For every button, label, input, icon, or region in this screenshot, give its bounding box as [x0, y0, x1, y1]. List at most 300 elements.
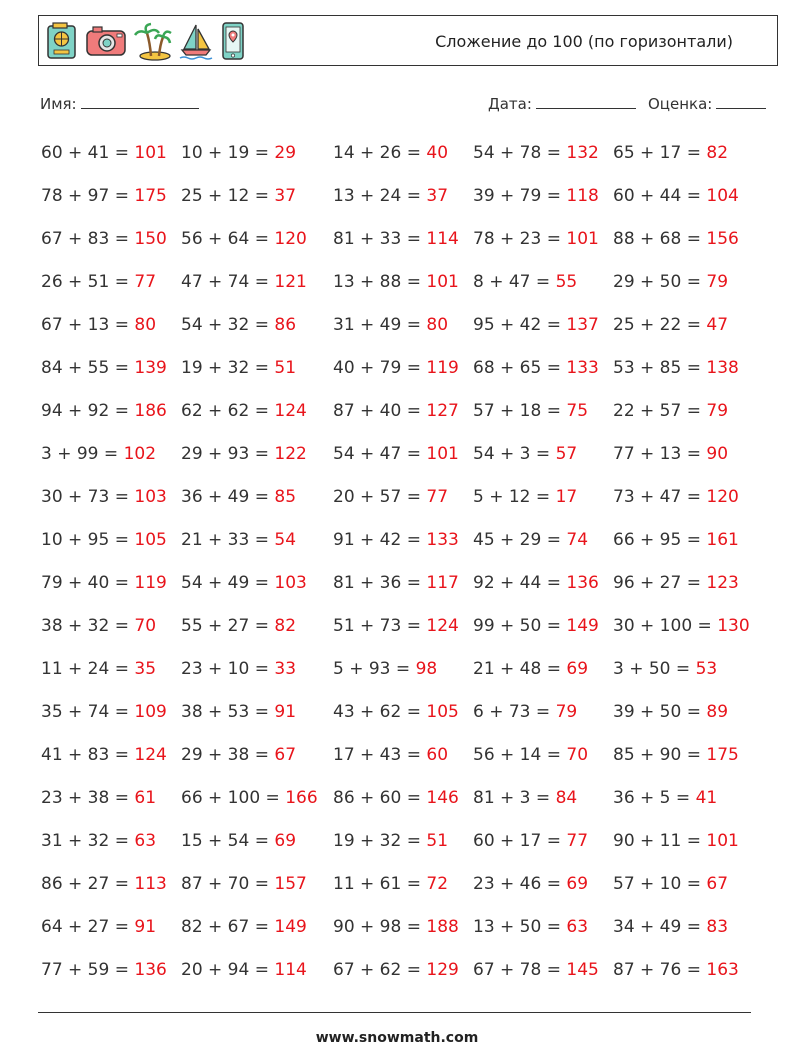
- problem-expression: 13 + 50 =: [473, 917, 567, 937]
- problem-answer: 63: [134, 831, 157, 851]
- problem-answer: 119: [426, 358, 459, 378]
- problem-answer: 80: [134, 315, 157, 335]
- problem-answer: 136: [134, 960, 167, 980]
- problem-item: [181, 960, 307, 980]
- problem-item: [473, 444, 577, 464]
- problem-expression: 67 + 83 =: [41, 229, 135, 249]
- problem-item: [41, 487, 167, 507]
- score-line[interactable]: [716, 94, 766, 109]
- problem-item: [333, 616, 459, 636]
- problem-item: [473, 659, 588, 679]
- problem-expression: 95 + 42 =: [473, 315, 567, 335]
- problem-item: [613, 530, 739, 550]
- problem-item: [41, 272, 156, 292]
- problem-item: [41, 659, 156, 679]
- problem-expression: 56 + 64 =: [181, 229, 275, 249]
- problem-answer: 119: [134, 573, 167, 593]
- problem-item: [41, 702, 167, 722]
- problem-item: [473, 358, 599, 378]
- problem-expression: 39 + 79 =: [473, 186, 567, 206]
- problem-answer: 157: [274, 874, 307, 894]
- problem-answer: 166: [285, 788, 318, 808]
- header-icons: [45, 19, 247, 63]
- problem-item: [333, 530, 459, 550]
- problem-answer: 75: [566, 401, 589, 421]
- problem-expression: 67 + 62 =: [333, 960, 427, 980]
- problem-expression: 29 + 93 =: [181, 444, 275, 464]
- problem-item: [333, 573, 459, 593]
- problem-item: [473, 874, 588, 894]
- problem-expression: 25 + 22 =: [613, 315, 707, 335]
- problem-item: [473, 315, 599, 335]
- problem-item: [613, 143, 728, 163]
- problem-item: [473, 186, 599, 206]
- problem-answer: 77: [134, 272, 157, 292]
- problem-item: [473, 745, 588, 765]
- problem-expression: 26 + 51 =: [41, 272, 135, 292]
- problem-expression: 85 + 90 =: [613, 745, 707, 765]
- problem-answer: 91: [274, 702, 297, 722]
- problem-answer: 114: [274, 960, 307, 980]
- problem-answer: 133: [566, 358, 599, 378]
- problem-item: [181, 874, 307, 894]
- problem-expression: 20 + 57 =: [333, 487, 427, 507]
- problem-expression: 64 + 27 =: [41, 917, 135, 937]
- problem-answer: 17: [555, 487, 578, 507]
- problem-expression: 11 + 24 =: [41, 659, 135, 679]
- problem-expression: 55 + 27 =: [181, 616, 275, 636]
- problem-expression: 36 + 49 =: [181, 487, 275, 507]
- footer-url: www.snowmath.com: [315, 1030, 479, 1046]
- problem-answer: 145: [566, 960, 599, 980]
- problem-item: [333, 272, 459, 292]
- problem-item: [613, 874, 728, 894]
- problem-item: [473, 917, 588, 937]
- problem-answer: 80: [426, 315, 449, 335]
- problem-item: [181, 401, 307, 421]
- problem-expression: 23 + 10 =: [181, 659, 275, 679]
- problem-item: [333, 831, 448, 851]
- problem-expression: 34 + 49 =: [613, 917, 707, 937]
- sailboat-icon: [179, 21, 213, 61]
- problem-item: [41, 315, 156, 335]
- problem-item: [41, 401, 167, 421]
- problem-item: [41, 788, 156, 808]
- problem-answer: 79: [706, 272, 729, 292]
- problem-expression: 3 + 50 =: [613, 659, 696, 679]
- problem-answer: 37: [426, 186, 449, 206]
- problem-expression: 19 + 32 =: [181, 358, 275, 378]
- problem-expression: 29 + 50 =: [613, 272, 707, 292]
- problem-answer: 70: [566, 745, 589, 765]
- problem-answer: 63: [566, 917, 589, 937]
- problem-answer: 150: [134, 229, 167, 249]
- problem-item: [41, 917, 156, 937]
- problem-expression: 82 + 67 =: [181, 917, 275, 937]
- problem-answer: 109: [134, 702, 167, 722]
- problem-answer: 124: [274, 401, 307, 421]
- problem-expression: 11 + 61 =: [333, 874, 427, 894]
- problem-item: [613, 272, 728, 292]
- problem-item: [613, 702, 728, 722]
- problem-answer: 70: [134, 616, 157, 636]
- problem-expression: 39 + 50 =: [613, 702, 707, 722]
- problem-answer: 149: [274, 917, 307, 937]
- problem-item: [41, 616, 156, 636]
- problem-expression: 60 + 17 =: [473, 831, 567, 851]
- problem-expression: 65 + 17 =: [613, 143, 707, 163]
- problem-expression: 56 + 14 =: [473, 745, 567, 765]
- problem-item: [333, 487, 448, 507]
- problem-item: [613, 788, 717, 808]
- problem-answer: 84: [555, 788, 578, 808]
- problem-expression: 31 + 49 =: [333, 315, 427, 335]
- problem-expression: 31 + 32 =: [41, 831, 135, 851]
- camera-icon: [85, 21, 127, 61]
- problem-item: [181, 788, 318, 808]
- problem-item: [181, 186, 296, 206]
- problem-expression: 3 + 99 =: [41, 444, 124, 464]
- problem-item: [473, 702, 577, 722]
- problem-answer: 55: [555, 272, 578, 292]
- problem-answer: 127: [426, 401, 459, 421]
- problem-expression: 54 + 49 =: [181, 573, 275, 593]
- problem-expression: 21 + 33 =: [181, 530, 275, 550]
- problem-expression: 13 + 88 =: [333, 272, 427, 292]
- problem-expression: 77 + 13 =: [613, 444, 707, 464]
- problem-answer: 175: [706, 745, 739, 765]
- problem-expression: 53 + 85 =: [613, 358, 707, 378]
- problem-item: [613, 186, 739, 206]
- problem-expression: 51 + 73 =: [333, 616, 427, 636]
- date-label: Дата:: [488, 95, 532, 113]
- problem-expression: 57 + 18 =: [473, 401, 567, 421]
- problem-expression: 90 + 98 =: [333, 917, 427, 937]
- problem-expression: 78 + 97 =: [41, 186, 135, 206]
- problem-item: [41, 745, 167, 765]
- problem-answer: 54: [274, 530, 297, 550]
- problem-item: [333, 659, 437, 679]
- problem-expression: 5 + 93 =: [333, 659, 416, 679]
- problem-answer: 124: [426, 616, 459, 636]
- problem-item: [613, 616, 750, 636]
- problem-item: [473, 573, 599, 593]
- problem-expression: 15 + 54 =: [181, 831, 275, 851]
- problem-answer: 35: [134, 659, 157, 679]
- problem-answer: 98: [415, 659, 438, 679]
- problem-answer: 130: [717, 616, 750, 636]
- problem-item: [613, 917, 728, 937]
- problem-item: [41, 874, 167, 894]
- problem-item: [41, 358, 167, 378]
- problem-expression: 8 + 47 =: [473, 272, 556, 292]
- problem-expression: 35 + 74 =: [41, 702, 135, 722]
- problem-item: [333, 960, 459, 980]
- problem-item: [41, 831, 156, 851]
- problem-expression: 17 + 43 =: [333, 745, 427, 765]
- problem-item: [41, 143, 167, 163]
- problem-item: [181, 487, 296, 507]
- problem-answer: 79: [706, 401, 729, 421]
- problem-answer: 37: [274, 186, 297, 206]
- problem-answer: 69: [274, 831, 297, 851]
- problem-item: [41, 444, 156, 464]
- problem-expression: 29 + 38 =: [181, 745, 275, 765]
- score-label: Оценка:: [648, 95, 713, 113]
- problem-expression: 66 + 95 =: [613, 530, 707, 550]
- problem-expression: 87 + 70 =: [181, 874, 275, 894]
- problem-answer: 77: [566, 831, 589, 851]
- problem-item: [181, 272, 307, 292]
- problem-answer: 186: [134, 401, 167, 421]
- problem-item: [41, 530, 167, 550]
- problem-answer: 137: [566, 315, 599, 335]
- problem-item: [333, 788, 459, 808]
- problem-answer: 51: [426, 831, 449, 851]
- problem-answer: 83: [706, 917, 729, 937]
- footer-divider: [38, 1012, 751, 1013]
- problem-item: [473, 831, 588, 851]
- problem-item: [181, 229, 307, 249]
- problem-answer: 121: [274, 272, 307, 292]
- problem-item: [473, 272, 577, 292]
- problem-item: [473, 616, 599, 636]
- problem-item: [333, 874, 448, 894]
- problem-answer: 60: [426, 745, 449, 765]
- problem-answer: 89: [706, 702, 729, 722]
- problem-expression: 87 + 76 =: [613, 960, 707, 980]
- problem-expression: 86 + 27 =: [41, 874, 135, 894]
- problem-item: [181, 315, 296, 335]
- problem-answer: 101: [426, 272, 459, 292]
- problem-expression: 91 + 42 =: [333, 530, 427, 550]
- problem-item: [613, 831, 739, 851]
- problem-item: [613, 487, 739, 507]
- problem-expression: 88 + 68 =: [613, 229, 707, 249]
- problem-answer: 161: [706, 530, 739, 550]
- problem-answer: 123: [706, 573, 739, 593]
- problem-answer: 105: [426, 702, 459, 722]
- problem-expression: 81 + 3 =: [473, 788, 556, 808]
- problem-expression: 45 + 29 =: [473, 530, 567, 550]
- problem-expression: 96 + 27 =: [613, 573, 707, 593]
- problem-item: [333, 315, 448, 335]
- problem-item: [473, 788, 577, 808]
- problem-answer: 146: [426, 788, 459, 808]
- problem-expression: 84 + 55 =: [41, 358, 135, 378]
- problem-answer: 124: [134, 745, 167, 765]
- problem-expression: 67 + 13 =: [41, 315, 135, 335]
- score-field: [648, 94, 766, 113]
- problem-expression: 20 + 94 =: [181, 960, 275, 980]
- problem-item: [41, 229, 167, 249]
- name-line[interactable]: [81, 94, 199, 109]
- problem-item: [613, 401, 728, 421]
- problem-item: [613, 745, 739, 765]
- problem-answer: 33: [274, 659, 297, 679]
- problem-answer: 53: [695, 659, 718, 679]
- problem-answer: 136: [566, 573, 599, 593]
- problem-expression: 54 + 32 =: [181, 315, 275, 335]
- problem-item: [181, 659, 296, 679]
- problem-answer: 29: [274, 143, 297, 163]
- problem-expression: 38 + 53 =: [181, 702, 275, 722]
- problem-answer: 82: [274, 616, 297, 636]
- problem-answer: 101: [426, 444, 459, 464]
- problem-expression: 86 + 60 =: [333, 788, 427, 808]
- problem-item: [181, 831, 296, 851]
- problem-item: [181, 917, 307, 937]
- problem-item: [613, 229, 739, 249]
- problem-answer: 122: [274, 444, 307, 464]
- problem-answer: 82: [706, 143, 729, 163]
- problem-item: [613, 444, 728, 464]
- problem-answer: 105: [134, 530, 167, 550]
- problem-answer: 91: [134, 917, 157, 937]
- problem-expression: 36 + 5 =: [613, 788, 696, 808]
- problem-expression: 73 + 47 =: [613, 487, 707, 507]
- problem-expression: 41 + 83 =: [41, 745, 135, 765]
- problem-answer: 40: [426, 143, 449, 163]
- problem-expression: 10 + 19 =: [181, 143, 275, 163]
- problem-answer: 86: [274, 315, 297, 335]
- problem-answer: 129: [426, 960, 459, 980]
- problem-item: [333, 401, 459, 421]
- problem-answer: 67: [706, 874, 729, 894]
- problem-answer: 133: [426, 530, 459, 550]
- problem-item: [181, 616, 296, 636]
- problem-item: [613, 358, 739, 378]
- problem-item: [473, 960, 599, 980]
- problem-expression: 25 + 12 =: [181, 186, 275, 206]
- problem-answer: 163: [706, 960, 739, 980]
- problem-item: [613, 315, 728, 335]
- problem-answer: 120: [274, 229, 307, 249]
- problem-item: [181, 143, 296, 163]
- problem-expression: 43 + 62 =: [333, 702, 427, 722]
- problem-answer: 101: [706, 831, 739, 851]
- problem-expression: 78 + 23 =: [473, 229, 567, 249]
- passport-icon: [45, 21, 79, 61]
- problem-answer: 69: [566, 659, 589, 679]
- problem-item: [473, 229, 599, 249]
- problem-answer: 156: [706, 229, 739, 249]
- problem-item: [41, 960, 167, 980]
- problem-answer: 118: [566, 186, 599, 206]
- problem-answer: 51: [274, 358, 297, 378]
- problem-expression: 67 + 78 =: [473, 960, 567, 980]
- page-title: Сложение до 100 (по горизонтали): [435, 32, 733, 51]
- problem-expression: 57 + 10 =: [613, 874, 707, 894]
- problem-item: [613, 573, 739, 593]
- problem-answer: 57: [555, 444, 578, 464]
- problem-expression: 68 + 65 =: [473, 358, 567, 378]
- problem-expression: 38 + 32 =: [41, 616, 135, 636]
- problem-expression: 5 + 12 =: [473, 487, 556, 507]
- phone-map-icon: [219, 21, 247, 61]
- problem-expression: 30 + 73 =: [41, 487, 135, 507]
- problem-answer: 101: [134, 143, 167, 163]
- problem-item: [333, 358, 459, 378]
- problem-expression: 99 + 50 =: [473, 616, 567, 636]
- problem-answer: 90: [706, 444, 729, 464]
- problem-expression: 81 + 33 =: [333, 229, 427, 249]
- problem-answer: 102: [123, 444, 157, 464]
- problem-answer: 139: [134, 358, 167, 378]
- problem-expression: 66 + 100 =: [181, 788, 286, 808]
- palm-island-icon: [133, 21, 173, 61]
- problem-answer: 188: [426, 917, 459, 937]
- problem-expression: 54 + 3 =: [473, 444, 556, 464]
- problem-expression: 10 + 95 =: [41, 530, 135, 550]
- problem-answer: 120: [706, 487, 739, 507]
- problem-item: [181, 745, 296, 765]
- problem-item: [333, 143, 448, 163]
- problem-answer: 117: [426, 573, 459, 593]
- problem-item: [473, 143, 599, 163]
- problem-answer: 74: [566, 530, 589, 550]
- problem-item: [41, 573, 167, 593]
- problem-expression: 19 + 32 =: [333, 831, 427, 851]
- problem-item: [333, 229, 459, 249]
- problem-expression: 90 + 11 =: [613, 831, 707, 851]
- problem-item: [333, 444, 459, 464]
- name-field: [40, 94, 199, 113]
- problem-answer: 101: [566, 229, 599, 249]
- problem-expression: 60 + 44 =: [613, 186, 707, 206]
- problem-answer: 138: [706, 358, 739, 378]
- problem-item: [333, 702, 459, 722]
- problem-expression: 54 + 78 =: [473, 143, 567, 163]
- problem-item: [181, 702, 296, 722]
- problem-item: [41, 186, 167, 206]
- problem-expression: 47 + 74 =: [181, 272, 275, 292]
- problem-answer: 113: [134, 874, 167, 894]
- problem-answer: 114: [426, 229, 459, 249]
- date-line[interactable]: [536, 94, 636, 109]
- problem-answer: 132: [566, 143, 599, 163]
- problem-item: [473, 530, 588, 550]
- name-label: Имя:: [40, 95, 77, 113]
- problem-item: [473, 487, 577, 507]
- problem-expression: 40 + 79 =: [333, 358, 427, 378]
- problem-expression: 23 + 38 =: [41, 788, 135, 808]
- problem-expression: 54 + 47 =: [333, 444, 427, 464]
- header-box: [38, 15, 778, 66]
- problem-item: [181, 358, 296, 378]
- problem-expression: 77 + 59 =: [41, 960, 135, 980]
- problem-answer: 79: [555, 702, 578, 722]
- problem-answer: 103: [274, 573, 307, 593]
- problem-item: [613, 960, 739, 980]
- problem-expression: 87 + 40 =: [333, 401, 427, 421]
- problem-answer: 69: [566, 874, 589, 894]
- problem-answer: 149: [566, 616, 599, 636]
- problem-item: [473, 401, 588, 421]
- problem-answer: 175: [134, 186, 167, 206]
- problem-expression: 62 + 62 =: [181, 401, 275, 421]
- problem-expression: 30 + 100 =: [613, 616, 718, 636]
- problem-item: [181, 444, 307, 464]
- problem-item: [333, 745, 448, 765]
- problem-expression: 92 + 44 =: [473, 573, 567, 593]
- problem-answer: 47: [706, 315, 729, 335]
- date-field: [488, 94, 636, 113]
- problem-answer: 72: [426, 874, 449, 894]
- problem-answer: 41: [695, 788, 718, 808]
- problem-item: [333, 186, 448, 206]
- problem-expression: 21 + 48 =: [473, 659, 567, 679]
